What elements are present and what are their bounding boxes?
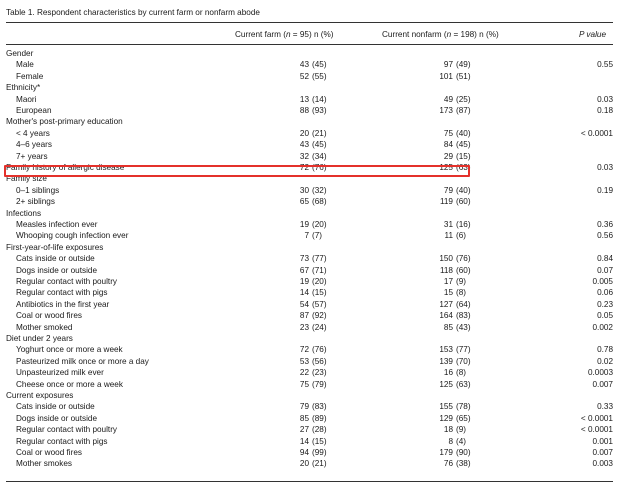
farm-count: 85 (299, 413, 309, 423)
farm-percent: (15) (312, 436, 327, 446)
table-row (6, 196, 613, 207)
table-section-row (6, 333, 613, 344)
farm-count: 13 (299, 94, 309, 104)
header-nonfarm-suffix: = 198) n (%) (451, 30, 499, 39)
table-row (6, 322, 613, 333)
nonfarm-count: 97 (443, 60, 453, 70)
p-value-cell: 0.001 (592, 436, 613, 446)
row-label: Measles infection ever (16, 220, 98, 229)
farm-percent: (92) (312, 311, 327, 321)
nonfarm-percent: (40) (456, 128, 471, 138)
nonfarm-count: 16 (443, 368, 453, 378)
row-label: Gender (6, 49, 34, 58)
farm-percent: (45) (312, 60, 327, 70)
row-label: Dogs inside or outside (16, 413, 98, 423)
row-label: Cats inside or outside (16, 254, 95, 264)
nonfarm-count: 18 (443, 425, 453, 435)
nonfarm-percent: (9) (456, 277, 467, 286)
nonfarm-percent: (83) (456, 311, 471, 321)
table-row (6, 185, 613, 196)
nonfarm-count: 125 (439, 163, 453, 172)
nonfarm-percent: (6) (456, 231, 467, 241)
table-section-row (6, 116, 613, 127)
nonfarm-count: 153 (439, 345, 453, 355)
farm-count: 20 (299, 128, 309, 138)
nonfarm-percent: (45) (456, 140, 471, 150)
table-row (6, 310, 613, 321)
farm-percent: (7) (312, 231, 323, 241)
table-row (6, 276, 613, 287)
row-label: Family size (6, 174, 47, 184)
table-row (6, 436, 613, 447)
row-label: Current exposures (6, 391, 74, 400)
p-value-cell: 0.007 (592, 379, 613, 389)
table-caption: Table 1. Respondent characteristics by current farm or nonfarm abode (6, 8, 260, 17)
p-value-cell: 0.06 (597, 288, 613, 298)
nonfarm-count: 164 (439, 311, 453, 321)
p-value-cell: 0.007 (592, 448, 613, 457)
p-value-cell: < 0.0001 (580, 128, 613, 138)
farm-count: 19 (299, 220, 309, 229)
farm-count: 75 (299, 379, 309, 389)
farm-count: 87 (299, 311, 309, 321)
p-value-cell: 0.55 (597, 60, 613, 70)
row-label: Regular contact with poultry (16, 425, 118, 435)
nonfarm-count: 84 (443, 140, 453, 150)
table-section-row (6, 48, 613, 59)
nonfarm-count: 119 (439, 197, 453, 207)
farm-percent: (68) (312, 197, 327, 207)
farm-percent: (32) (312, 185, 327, 195)
farm-count: 67 (299, 265, 309, 275)
farm-percent: (89) (312, 413, 327, 423)
p-value-cell: 0.36 (597, 220, 613, 229)
nonfarm-percent: (63) (456, 163, 471, 172)
table-row (6, 447, 613, 458)
nonfarm-percent: (8) (456, 368, 467, 378)
nonfarm-count: 31 (443, 220, 453, 229)
row-label: Mother's post-primary education (6, 117, 123, 127)
nonfarm-percent: (8) (456, 288, 467, 298)
top-rule (6, 22, 613, 23)
farm-count: 30 (299, 185, 309, 195)
farm-percent: (23) (312, 368, 327, 378)
farm-percent: (99) (312, 448, 327, 457)
nonfarm-count: 49 (443, 94, 453, 104)
farm-count: 43 (299, 60, 309, 70)
nonfarm-percent: (90) (456, 448, 471, 457)
nonfarm-percent: (60) (456, 265, 471, 275)
farm-percent: (28) (312, 425, 327, 435)
farm-count: 73 (299, 254, 309, 264)
farm-percent: (76) (312, 345, 327, 355)
nonfarm-percent: (49) (456, 60, 471, 70)
farm-percent: (20) (312, 220, 327, 229)
nonfarm-count: 79 (443, 185, 453, 195)
farm-count: 20 (299, 459, 309, 469)
header-farm-n: n (285, 30, 291, 39)
nonfarm-count: 127 (439, 299, 453, 309)
nonfarm-count: 125 (439, 379, 453, 389)
table-row (6, 253, 613, 264)
row-label: 2+ siblings (16, 197, 55, 207)
table-row (6, 71, 613, 82)
farm-percent: (93) (312, 106, 327, 115)
p-value-cell: 0.003 (592, 459, 613, 469)
farm-count: 14 (299, 288, 309, 298)
p-value-cell: 0.33 (597, 402, 613, 412)
table-section-row (6, 242, 613, 253)
farm-percent: (15) (312, 288, 327, 298)
table-section-row (6, 82, 613, 93)
p-value-cell: < 0.0001 (580, 425, 613, 435)
row-label: Regular contact with pigs (16, 288, 108, 298)
header-current-nonfarm (382, 30, 499, 39)
farm-count: 43 (299, 140, 309, 150)
nonfarm-count: 15 (443, 288, 453, 298)
nonfarm-percent: (43) (456, 322, 471, 332)
farm-percent: (14) (312, 94, 327, 104)
table-row (6, 230, 613, 241)
nonfarm-percent: (38) (456, 459, 471, 469)
nonfarm-count: 155 (439, 402, 453, 412)
nonfarm-count: 173 (439, 106, 453, 115)
nonfarm-count: 17 (443, 277, 453, 286)
table-row (6, 344, 613, 355)
nonfarm-count: 8 (448, 436, 453, 446)
row-label: 0–1 siblings (16, 185, 60, 195)
row-label: 4–6 years (16, 140, 52, 150)
p-value-cell: 0.0003 (587, 368, 613, 378)
farm-count: 7 (304, 231, 309, 241)
p-value-cell: < 0.0001 (580, 413, 613, 423)
nonfarm-percent: (70) (456, 356, 471, 366)
farm-percent: (71) (312, 265, 327, 275)
nonfarm-percent: (25) (456, 94, 471, 104)
farm-percent: (24) (312, 322, 327, 332)
row-label: Cats inside or outside (16, 402, 95, 412)
nonfarm-count: 150 (439, 254, 453, 264)
farm-percent: (57) (312, 299, 327, 309)
table-section-row (6, 208, 613, 219)
header-nonfarm-prefix: Current nonfarm ( (382, 30, 447, 39)
row-label: Mother smoked (16, 322, 73, 332)
farm-percent: (56) (312, 356, 327, 366)
farm-count: 22 (299, 368, 309, 378)
table-row (6, 424, 613, 435)
row-label: 7+ years (16, 151, 48, 161)
p-value-cell: 0.002 (592, 322, 613, 332)
table-row (6, 367, 613, 378)
table-row (6, 287, 613, 298)
header-rule (6, 44, 613, 45)
table-row (6, 265, 613, 276)
farm-percent: (55) (312, 71, 327, 81)
bottom-rule (6, 481, 613, 482)
row-label: Cheese once or more a week (16, 379, 123, 389)
nonfarm-percent: (65) (456, 413, 471, 423)
row-label: Infections (6, 208, 42, 218)
nonfarm-percent: (60) (456, 197, 471, 207)
nonfarm-percent: (63) (456, 379, 471, 389)
nonfarm-percent: (4) (456, 436, 467, 446)
row-label: Antibiotics in the first year (16, 299, 110, 309)
p-value-cell: 0.78 (597, 345, 613, 355)
nonfarm-percent: (76) (456, 254, 471, 264)
farm-count: 79 (299, 402, 309, 412)
p-value-cell: 0.07 (597, 265, 613, 275)
row-label: Ethnicity* (6, 83, 41, 93)
p-value-cell: 0.005 (592, 277, 613, 286)
nonfarm-count: 179 (439, 448, 453, 457)
row-label: Family history of allergic disease (6, 163, 125, 172)
p-value-cell: 0.05 (597, 311, 613, 321)
nonfarm-count: 76 (443, 459, 453, 469)
header-current-farm (235, 30, 334, 39)
farm-percent: (76) (312, 163, 327, 172)
row-label: Male (16, 60, 34, 70)
table-row (6, 128, 613, 139)
table-row (6, 401, 613, 412)
header-nonfarm-n: n (446, 30, 452, 39)
p-value-cell: 0.56 (597, 231, 613, 241)
row-label: Yoghurt once or more a week (16, 345, 123, 355)
table-row (6, 59, 613, 70)
table-row (6, 139, 613, 150)
p-value-cell: 0.84 (597, 254, 613, 264)
p-value-cell: 0.03 (597, 163, 613, 172)
farm-count: 53 (299, 356, 309, 366)
farm-percent: (20) (312, 277, 327, 286)
nonfarm-count: 118 (439, 265, 453, 275)
farm-percent: (83) (312, 402, 327, 412)
row-label: Mother smokes (16, 459, 72, 469)
table-row (6, 458, 613, 469)
farm-count: 23 (299, 322, 309, 332)
row-label: Coal or wood fires (16, 311, 82, 321)
farm-percent: (79) (312, 379, 327, 389)
table-row (6, 413, 613, 424)
farm-count: 72 (299, 345, 309, 355)
nonfarm-count: 11 (444, 231, 453, 241)
nonfarm-count: 129 (439, 413, 453, 423)
table-row (6, 379, 613, 390)
farm-count: 27 (299, 425, 309, 435)
table-row (6, 356, 613, 367)
nonfarm-count: 75 (443, 128, 453, 138)
highlight-box (4, 165, 470, 177)
p-value-cell: 0.18 (597, 106, 613, 115)
header-p-value: P value (579, 30, 607, 39)
row-label: Female (16, 71, 44, 81)
farm-percent: (21) (312, 459, 327, 469)
farm-percent: (34) (312, 151, 327, 161)
nonfarm-percent: (51) (456, 71, 471, 81)
nonfarm-count: 101 (439, 71, 453, 81)
nonfarm-percent: (15) (456, 151, 471, 161)
farm-count: 94 (299, 448, 309, 457)
nonfarm-percent: (40) (456, 185, 471, 195)
p-value-cell: 0.03 (597, 94, 613, 104)
nonfarm-count: 139 (439, 356, 453, 366)
nonfarm-percent: (77) (456, 345, 471, 355)
nonfarm-count: 85 (443, 322, 453, 332)
row-label: Regular contact with pigs (16, 436, 108, 446)
farm-count: 65 (299, 197, 309, 207)
table-row (6, 151, 613, 162)
farm-percent: (45) (312, 140, 327, 150)
nonfarm-percent: (87) (456, 106, 471, 115)
farm-count: 19 (299, 277, 309, 286)
table-row (6, 94, 613, 105)
row-label: Regular contact with poultry (16, 277, 118, 286)
table-section-row (6, 390, 613, 401)
table-row (6, 299, 613, 310)
header-farm-suffix: = 95) n (%) (290, 30, 334, 39)
farm-count: 72 (299, 163, 309, 172)
row-label: < 4 years (16, 128, 50, 138)
p-value-cell: 0.02 (597, 356, 613, 366)
table-row (6, 219, 613, 230)
farm-percent: (21) (312, 128, 327, 138)
row-label: European (16, 106, 52, 115)
nonfarm-count: 29 (443, 151, 453, 161)
row-label: Maori (16, 94, 37, 104)
p-value-cell: 0.23 (597, 299, 613, 309)
p-value-cell: 0.19 (597, 185, 613, 195)
row-label: Dogs inside or outside (16, 265, 98, 275)
farm-count: 54 (299, 299, 309, 309)
farm-count: 52 (299, 71, 309, 81)
row-label: Whooping cough infection ever (16, 231, 129, 241)
row-label: Diet under 2 years (6, 334, 73, 343)
nonfarm-percent: (16) (456, 220, 471, 229)
nonfarm-percent: (9) (456, 425, 467, 435)
header-farm-prefix: Current farm ( (235, 30, 286, 39)
farm-count: 88 (299, 106, 309, 115)
table-row (6, 105, 613, 116)
nonfarm-percent: (78) (456, 402, 471, 412)
farm-count: 32 (299, 151, 309, 161)
row-label: Unpasteurized milk ever (16, 368, 104, 378)
farm-count: 14 (299, 436, 309, 446)
row-label: Coal or wood fires (16, 448, 82, 457)
farm-percent: (77) (312, 254, 327, 264)
row-label: Pasteurized milk once or more a day (16, 356, 149, 366)
nonfarm-percent: (64) (456, 299, 471, 309)
row-label: First-year-of-life exposures (6, 242, 104, 252)
